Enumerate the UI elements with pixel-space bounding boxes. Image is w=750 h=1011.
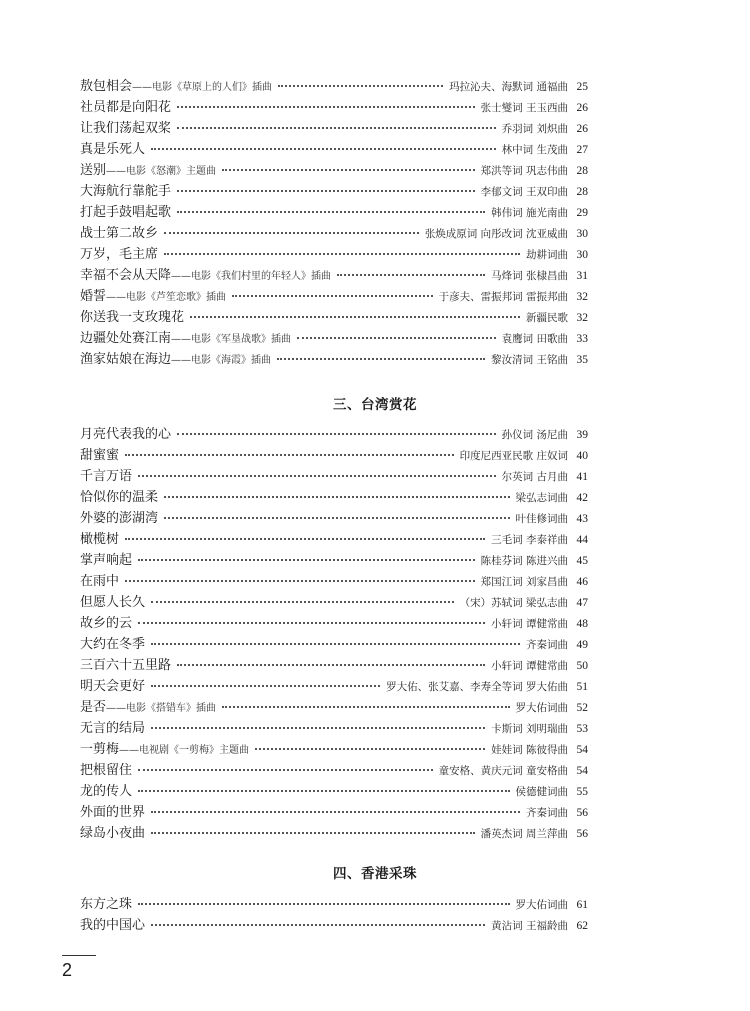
song-title: 甜蜜蜜 xyxy=(80,448,120,463)
dot-leader xyxy=(138,622,485,624)
song-credits: 劫耕词曲 xyxy=(526,249,568,261)
toc-entry xyxy=(80,159,588,180)
song-credits: 侯德健词曲 xyxy=(515,786,568,798)
entry-page-number: 43 xyxy=(576,513,588,525)
toc-entry xyxy=(80,717,588,738)
entry-page-number: 26 xyxy=(576,123,588,135)
dot-leader xyxy=(151,148,496,150)
song-credits: 罗大佑词曲 xyxy=(515,702,568,714)
song-title: 把根留住 xyxy=(80,763,133,778)
entry-page-number: 28 xyxy=(576,186,588,198)
entry-page-number: 50 xyxy=(576,660,588,672)
song-title: 绿岛小夜曲 xyxy=(80,826,146,841)
entry-page-number: 62 xyxy=(576,920,588,932)
song-credits: 齐秦词曲 xyxy=(526,639,568,651)
song-subtitle: ——电影《搭错车》插曲 xyxy=(106,703,217,714)
song-credits: 罗大佑、张艾嘉、李寿全等词 罗大佑曲 xyxy=(386,681,568,693)
entry-page-number: 47 xyxy=(576,597,588,609)
song-title: 月亮代表我的心 xyxy=(80,427,172,442)
song-title: 橄榄树 xyxy=(80,532,120,547)
entry-page-number: 45 xyxy=(576,555,588,567)
dot-leader xyxy=(138,475,496,477)
song-title: 故乡的云 xyxy=(80,616,133,631)
song-credits: 新疆民歌 xyxy=(526,312,568,324)
toc-entry xyxy=(80,264,588,285)
song-subtitle: ——电影《芦笙恋歌》插曲 xyxy=(106,292,227,303)
song-title: 千言万语 xyxy=(80,469,133,484)
toc-entry xyxy=(80,96,588,117)
song-title: 我的中国心 xyxy=(80,918,146,933)
dot-leader xyxy=(151,685,380,687)
dot-leader xyxy=(177,190,475,192)
song-title: 婚誓 xyxy=(80,289,107,304)
dot-leader xyxy=(125,454,454,456)
toc-entry xyxy=(80,612,588,633)
toc-entry xyxy=(80,285,588,306)
dot-leader xyxy=(164,232,419,234)
toc-entry xyxy=(80,801,588,822)
toc-entry xyxy=(80,327,588,348)
entry-page-number: 29 xyxy=(576,207,588,219)
toc-entry xyxy=(80,348,588,369)
dot-leader xyxy=(151,832,475,834)
song-subtitle: ——电视剧《一剪梅》主题曲 xyxy=(119,745,250,756)
dot-leader xyxy=(278,85,443,87)
dot-leader xyxy=(125,580,475,582)
entry-page-number: 54 xyxy=(576,765,588,777)
toc-entry xyxy=(80,486,588,507)
toc-entry xyxy=(80,893,588,914)
dot-leader xyxy=(164,253,520,255)
toc-entry xyxy=(80,528,588,549)
song-title: 外婆的澎湖湾 xyxy=(80,511,159,526)
toc-entry xyxy=(80,180,588,201)
toc-entry xyxy=(80,570,588,591)
song-credits: 叶佳修词曲 xyxy=(515,513,568,525)
song-title: 明天会更好 xyxy=(80,679,146,694)
song-subtitle: ——电影《我们村里的年轻人》插曲 xyxy=(171,271,332,282)
toc-entry xyxy=(80,675,588,696)
entry-page-number: 30 xyxy=(576,249,588,261)
dot-leader xyxy=(177,106,475,108)
song-title: 真是乐死人 xyxy=(80,142,146,157)
entry-page-number: 41 xyxy=(576,471,588,483)
song-credits: （宋）苏轼词 梁弘志曲 xyxy=(459,597,568,609)
toc-entry xyxy=(80,914,588,935)
song-title: 幸福不会从天降 xyxy=(80,268,172,283)
entry-page-number: 26 xyxy=(576,102,588,114)
entry-page-number: 49 xyxy=(576,639,588,651)
dot-leader xyxy=(337,274,485,276)
entry-page-number: 28 xyxy=(576,165,588,177)
entry-page-number: 56 xyxy=(576,807,588,819)
song-credits: 陈桂芬词 陈进兴曲 xyxy=(480,555,568,567)
song-credits: 罗大佑词曲 xyxy=(515,899,568,911)
song-credits: 尔英词 古月曲 xyxy=(501,471,568,483)
dot-leader xyxy=(177,664,485,666)
entry-page-number: 40 xyxy=(576,450,588,462)
dot-leader xyxy=(222,706,509,708)
entry-page-number: 42 xyxy=(576,492,588,504)
song-credits: 三毛词 李泰祥曲 xyxy=(491,534,568,546)
song-title: 无言的结局 xyxy=(80,721,146,736)
song-title: 大约在冬季 xyxy=(80,637,146,652)
dot-leader xyxy=(151,727,485,729)
song-title: 龙的传人 xyxy=(80,784,133,799)
toc-entry xyxy=(80,138,588,159)
entry-page-number: 53 xyxy=(576,723,588,735)
toc-entry xyxy=(80,549,588,570)
song-title: 恰似你的温柔 xyxy=(80,490,159,505)
entry-page-number: 48 xyxy=(576,618,588,630)
song-title: 送别 xyxy=(80,163,107,178)
song-credits: 张士燮词 王玉西曲 xyxy=(480,102,568,114)
entry-page-number: 35 xyxy=(576,354,588,366)
entry-page-number: 46 xyxy=(576,576,588,588)
entry-page-number: 55 xyxy=(576,786,588,798)
toc-entry xyxy=(80,696,588,717)
dot-leader xyxy=(151,924,485,926)
dot-leader xyxy=(151,601,454,603)
song-credits: 韩伟词 施光南曲 xyxy=(491,207,568,219)
entry-page-number: 31 xyxy=(576,270,588,282)
entry-page-number: 51 xyxy=(576,681,588,693)
song-title: 万岁，毛主席 xyxy=(80,247,159,262)
song-title: 社员都是向阳花 xyxy=(80,100,172,115)
entry-page-number: 44 xyxy=(576,534,588,546)
song-subtitle: ——电影《怒潮》主题曲 xyxy=(106,166,217,177)
song-credits: 马烽词 张棣昌曲 xyxy=(491,270,568,282)
toc-entry xyxy=(80,507,588,528)
entry-page-number: 27 xyxy=(576,144,588,156)
toc-entry xyxy=(80,222,588,243)
toc-entry xyxy=(80,822,588,843)
song-title: 打起手鼓唱起歌 xyxy=(80,205,172,220)
song-subtitle: ——电影《海霞》插曲 xyxy=(171,355,272,366)
song-title: 让我们荡起双桨 xyxy=(80,121,172,136)
entry-page-number: 32 xyxy=(576,291,588,303)
song-credits: 卡斯词 刘明瑞曲 xyxy=(491,723,568,735)
toc-entry xyxy=(80,75,588,96)
page-number: 2 xyxy=(62,960,73,980)
dot-leader xyxy=(138,903,509,905)
song-credits: 玛拉沁夫、海默词 通福曲 xyxy=(449,81,568,93)
toc-entry xyxy=(80,465,588,486)
dot-leader xyxy=(297,337,496,339)
entry-page-number: 30 xyxy=(576,228,588,240)
dot-leader xyxy=(277,358,485,360)
song-credits: 齐秦词曲 xyxy=(526,807,568,819)
song-title: 三百六十五里路 xyxy=(80,658,172,673)
song-credits: 郑国江词 刘家昌曲 xyxy=(480,576,568,588)
song-credits: 小轩词 谭健常曲 xyxy=(491,618,568,630)
song-title: 在雨中 xyxy=(80,574,120,589)
footer-rule xyxy=(62,955,96,956)
song-credits: 娃娃词 陈彼得曲 xyxy=(491,744,568,756)
toc-entry xyxy=(80,243,588,264)
toc-entry xyxy=(80,738,588,759)
dot-leader xyxy=(177,211,485,213)
dot-leader xyxy=(138,790,509,792)
song-credits: 潘英杰词 周兰萍曲 xyxy=(480,828,568,840)
song-credits: 小轩词 谭健常曲 xyxy=(491,660,568,672)
song-credits: 梁弘志词曲 xyxy=(515,492,568,504)
song-credits: 黄沾词 王福龄曲 xyxy=(491,920,568,932)
toc-entry xyxy=(80,654,588,675)
toc-entry xyxy=(80,591,588,612)
song-title: 敖包相会 xyxy=(80,79,133,94)
toc-entry xyxy=(80,759,588,780)
section-heading-taiwan: 三、台湾赏花 xyxy=(333,397,417,413)
song-credits: 黎汝清词 王铭曲 xyxy=(491,354,568,366)
song-credits: 林中词 生茂曲 xyxy=(501,144,568,156)
dot-leader xyxy=(232,295,433,297)
song-title: 外面的世界 xyxy=(80,805,146,820)
entry-page-number: 39 xyxy=(576,429,588,441)
dot-leader xyxy=(138,559,475,561)
song-title: 但愿人长久 xyxy=(80,595,146,610)
dot-leader xyxy=(125,538,485,540)
dot-leader xyxy=(151,643,520,645)
toc-entry xyxy=(80,444,588,465)
song-title: 你送我一支玫瑰花 xyxy=(80,310,185,325)
entry-page-number: 56 xyxy=(576,828,588,840)
toc-entry xyxy=(80,780,588,801)
entry-page-number: 32 xyxy=(576,312,588,324)
dot-leader xyxy=(255,748,485,750)
dot-leader xyxy=(222,169,475,171)
song-credits: 印度尼西亚民歌 庄奴词 xyxy=(459,450,568,462)
song-credits: 李郁文词 王双印曲 xyxy=(480,186,568,198)
song-subtitle: ——电影《草原上的人们》插曲 xyxy=(132,82,273,93)
song-title: 大海航行靠舵手 xyxy=(80,184,172,199)
song-title: 战士第二故乡 xyxy=(80,226,159,241)
toc-section-list xyxy=(80,75,588,369)
toc-section-hongkong xyxy=(80,893,588,935)
dot-leader xyxy=(151,811,520,813)
entry-page-number: 25 xyxy=(576,81,588,93)
song-title: 边疆处处赛江南 xyxy=(80,331,172,346)
toc-entry xyxy=(80,117,588,138)
song-credits: 郑洪等词 巩志伟曲 xyxy=(480,165,568,177)
toc-entry xyxy=(80,201,588,222)
toc-entry xyxy=(80,633,588,654)
song-credits: 于彦夫、雷振邦词 雷振邦曲 xyxy=(438,291,568,303)
toc-entry xyxy=(80,423,588,444)
song-credits: 袁鹰词 田歌曲 xyxy=(501,333,568,345)
song-credits: 童安格、黄庆元词 童安格曲 xyxy=(438,765,568,777)
song-credits: 孙仪词 汤尼曲 xyxy=(501,429,568,441)
song-credits: 张焕成原词 向彤改词 沈亚威曲 xyxy=(424,228,568,240)
song-subtitle: ——电影《军垦战歌》插曲 xyxy=(171,334,292,345)
entry-page-number: 52 xyxy=(576,702,588,714)
dot-leader xyxy=(164,517,509,519)
section-heading-hongkong: 四、香港采珠 xyxy=(333,866,417,882)
entry-page-number: 61 xyxy=(576,899,588,911)
toc-section-taiwan xyxy=(80,423,588,843)
song-title: 掌声响起 xyxy=(80,553,133,568)
dot-leader xyxy=(190,316,520,318)
dot-leader xyxy=(138,769,433,771)
entry-page-number: 54 xyxy=(576,744,588,756)
dot-leader xyxy=(177,127,496,129)
entry-page-number: 33 xyxy=(576,333,588,345)
song-title: 是否 xyxy=(80,700,107,715)
song-title: 一剪梅 xyxy=(80,742,120,757)
song-credits: 乔羽词 刘炽曲 xyxy=(501,123,568,135)
dot-leader xyxy=(177,433,496,435)
toc-entry xyxy=(80,306,588,327)
song-title: 东方之珠 xyxy=(80,897,133,912)
dot-leader xyxy=(164,496,509,498)
song-title: 渔家姑娘在海边 xyxy=(80,352,172,367)
